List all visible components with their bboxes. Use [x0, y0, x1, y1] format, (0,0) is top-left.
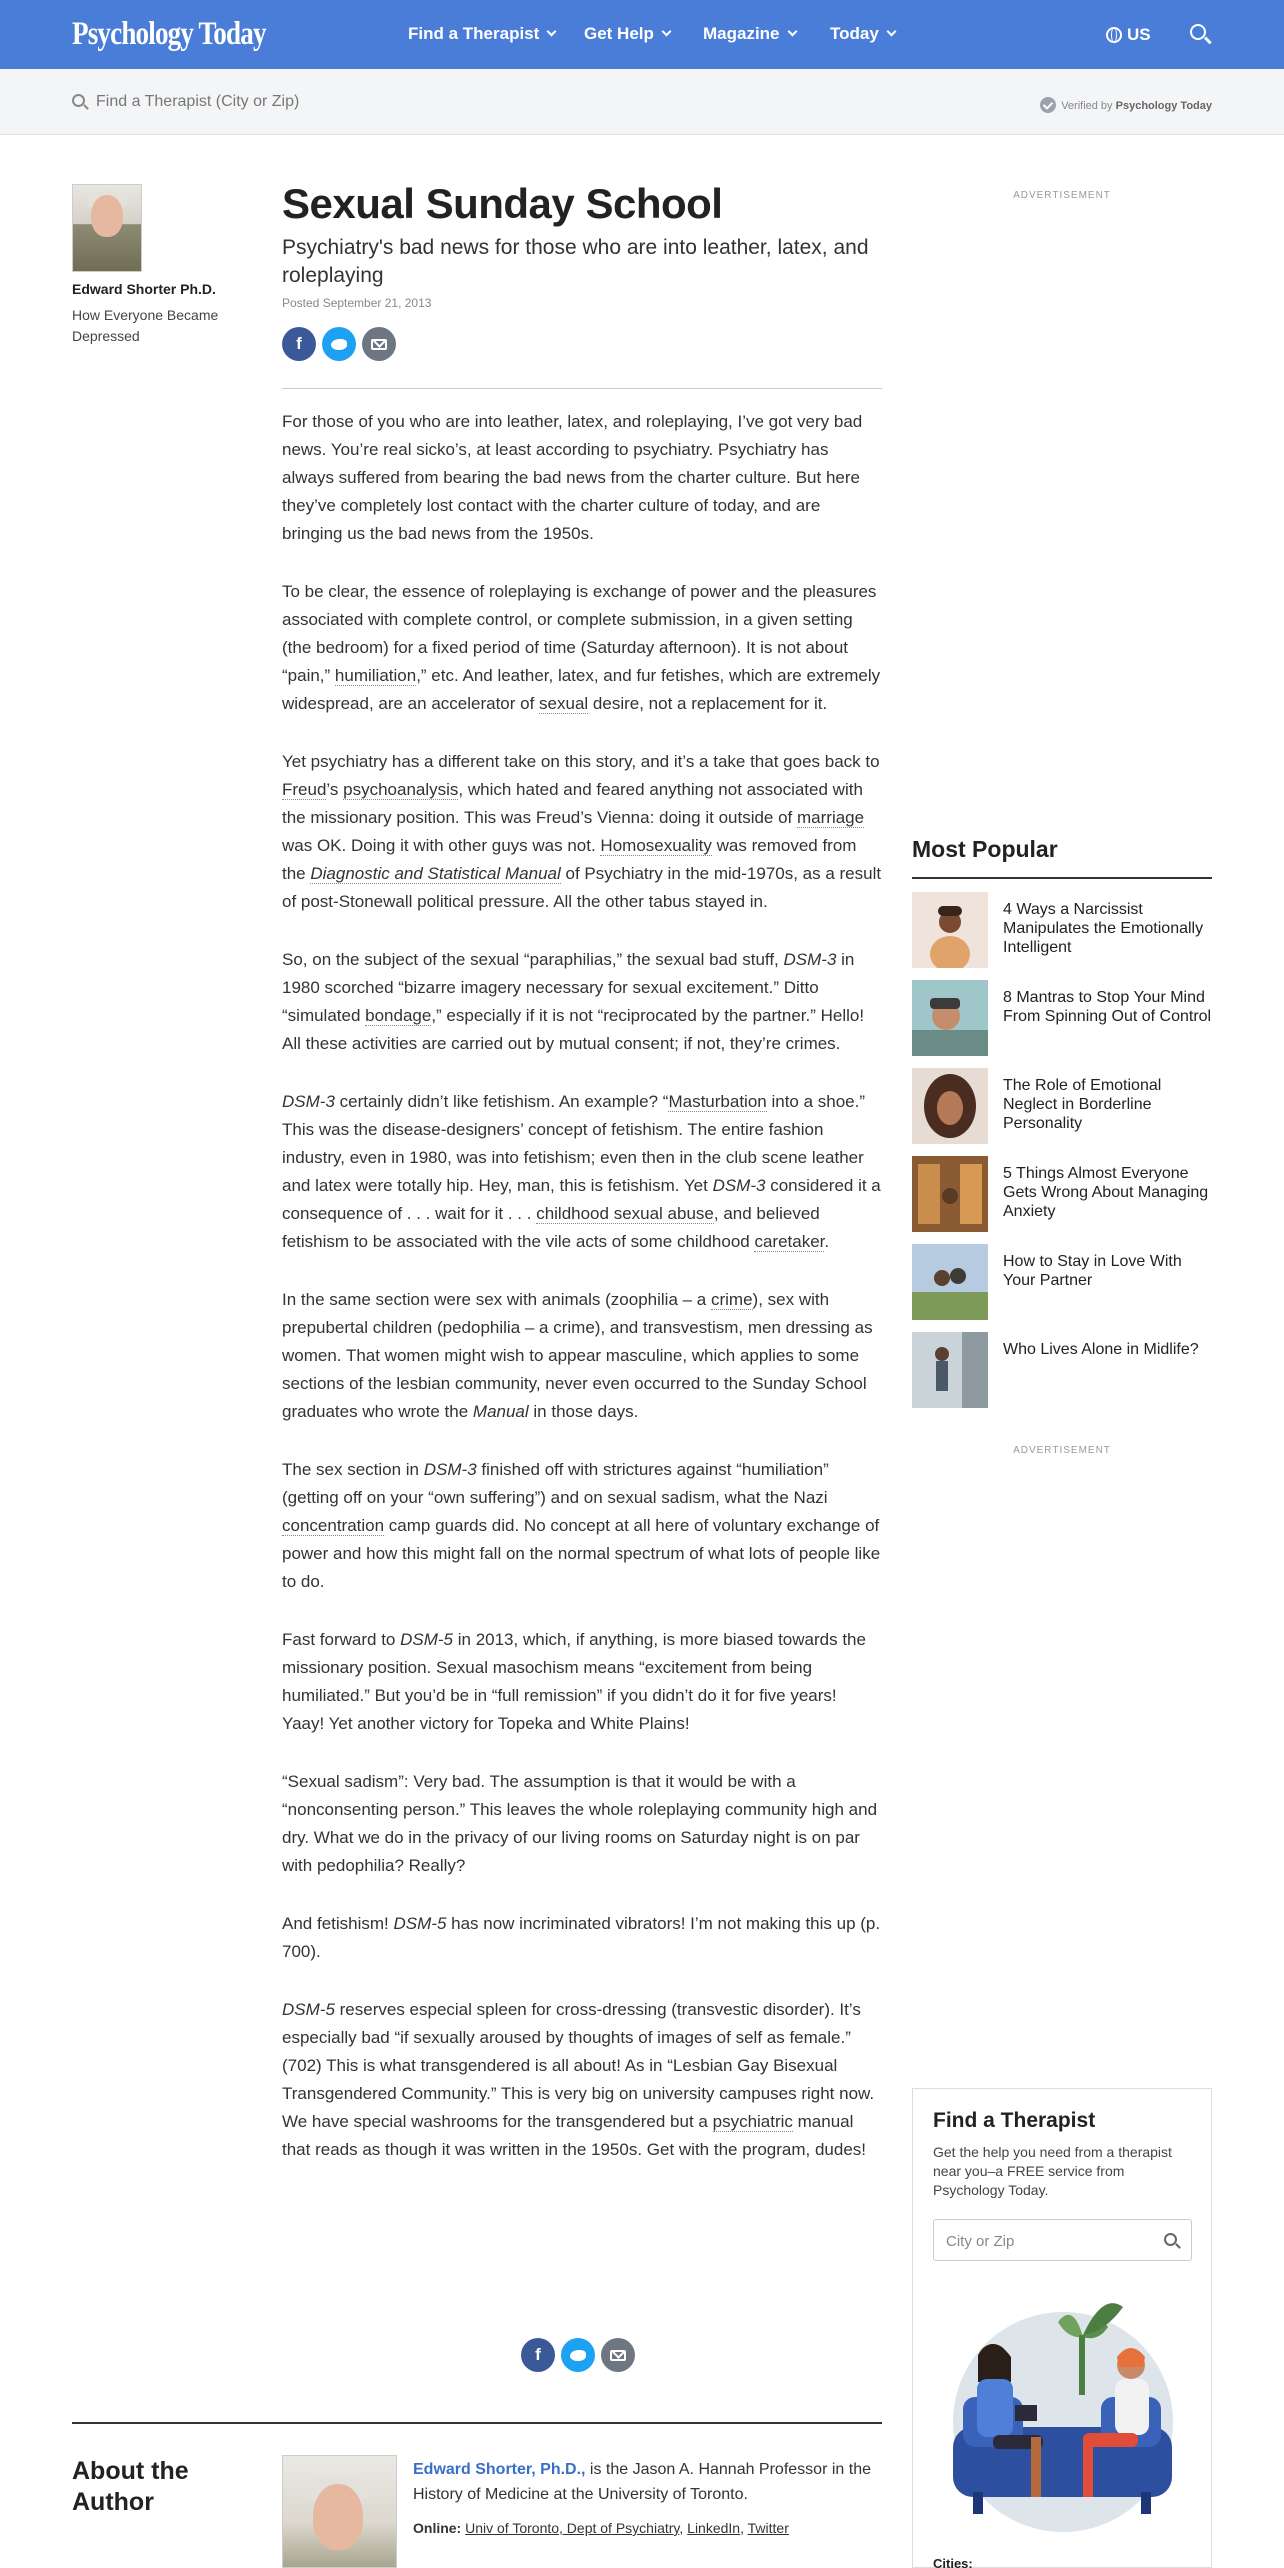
- search-icon[interactable]: [1164, 2233, 1177, 2246]
- author-face: [91, 195, 123, 237]
- author-bio: [413, 2457, 883, 2507]
- author-bio-name[interactable]: Edward Shorter, Ph.D.,: [413, 2461, 586, 2478]
- about-author-heading: About the Author: [72, 2457, 189, 2516]
- globe-icon: [1106, 27, 1122, 43]
- therapist-search-input[interactable]: [96, 88, 596, 116]
- most-popular-item[interactable]: [912, 1332, 1212, 1410]
- author-face: [313, 2484, 363, 2550]
- author-online-links: Online: Univ of Toronto, Dept of Psychiatry, LinkedIn, Twitter: [413, 2520, 789, 2536]
- most-popular-item[interactable]: [912, 892, 1212, 970]
- most-popular-item[interactable]: [912, 1244, 1212, 1322]
- link-humiliation[interactable]: humiliation: [334, 666, 417, 685]
- twitter-share-button-bottom[interactable]: [561, 2338, 595, 2372]
- search-icon[interactable]: [1190, 24, 1206, 40]
- site-logo[interactable]: Psychology Today: [72, 16, 266, 52]
- nav-magazine[interactable]: [703, 24, 796, 44]
- author-photo[interactable]: [72, 184, 142, 272]
- find-therapist-description: Get the help you need from a therapist near you–a FREE service from Psychology Today.: [933, 2144, 1172, 2198]
- link-psychoanalysis[interactable]: psychoanalysis: [343, 780, 459, 799]
- most-popular-title: 5 Things Almost Everyone Gets Wrong About Managing Anxiety: [1003, 1165, 1209, 1220]
- paragraph: “Sexual sadism”: Very bad. The assumption is that it would be with a “nonconsenting person.” This leaves the whole roleplaying community high and dry. What we do in the privacy of our living rooms on Saturday night is on par with pedophilia? Really?: [282, 1772, 878, 1875]
- most-popular-title: The Role of Emotional Neglect in Borderline Personality: [1003, 1077, 1162, 1132]
- link-psychiatric[interactable]: psychiatric: [712, 2112, 793, 2131]
- search-icon: [72, 94, 85, 107]
- link-homosexuality[interactable]: Homosexuality: [600, 836, 712, 855]
- paragraph: And fetishism! DSM-5 has now incriminated vibrators! I’m not making this up (p. 700).: [282, 1914, 881, 1961]
- article-thumbnail: [912, 1244, 988, 1320]
- link-crime[interactable]: crime: [710, 1290, 753, 1309]
- advertisement-label: ADVERTISEMENT: [1013, 190, 1111, 201]
- article-title: Sexual Sunday School: [282, 180, 723, 227]
- link-concentration[interactable]: concentration: [282, 1516, 385, 1535]
- city-zip-input[interactable]: [946, 2230, 1146, 2252]
- therapy-illustration: [933, 2287, 1192, 2537]
- check-circle-icon: [1040, 97, 1056, 113]
- paragraph: To be clear, the essence of roleplaying is exchange of power and the pleasures associated with complete control, or complete submission, in a given setting (the bedroom) for a fixed period of time (Saturday afternoon). It is not about “pain,” humiliation,” etc. And leather, latex, and fur fetishes, which are extremely widespread, are an accelerator of sexual desire, not a replacement for it.: [282, 582, 881, 713]
- link-linkedin[interactable]: LinkedIn: [687, 2520, 741, 2536]
- article-thumbnail: [912, 892, 988, 968]
- find-therapist-search: [933, 2219, 1192, 2261]
- article-thumbnail: [912, 1068, 988, 1144]
- find-therapist-widget: [912, 2088, 1212, 2568]
- paragraph: Yet psychiatry has a different take on this story, and it’s a take that goes back to Freud’s psychoanalysis, which hated and feared anything not associated with the missionary position. This was Freud’s Vienna: doing it outside of marriage was OK. Doing it with other guys was not. Homosexuality was removed from the Diagnostic and Statistical Manual of Psychiatry in the mid-1970s, as a result of post-Stonewall political pressure. All the other tabus stayed in.: [282, 752, 882, 911]
- link-freud[interactable]: Freud: [282, 780, 327, 799]
- chevron-down-icon: [661, 27, 671, 37]
- most-popular-heading: Most Popular: [912, 836, 1058, 862]
- paragraph: DSM-3 certainly didn’t like fetishism. An example? “Masturbation into a shoe.” This was the disease-designers’ concept of fetishism. The entire fashion industry, even in 1980, was into fetishism; even then in the club scene leather and latex were totally hip. Hey, man, this is fetishism. Yet DSM-3 considered it a consequence of . . . wait for it . . . childhood sexual abuse, and believed fetishism to be associated with the vile acts of some childhood caretaker.: [282, 1092, 881, 1251]
- link-bondage[interactable]: bondage: [365, 1006, 432, 1025]
- cities-label: Cities:: [933, 2556, 973, 2568]
- email-share-button-bottom[interactable]: [601, 2338, 635, 2372]
- author-photo-large[interactable]: [282, 2455, 397, 2568]
- blog-name[interactable]: How Everyone Became Depressed: [72, 307, 219, 344]
- verified-brand: Psychology Today: [1115, 100, 1212, 112]
- twitter-icon: [331, 339, 347, 350]
- facebook-share-button-bottom[interactable]: [521, 2338, 555, 2372]
- most-popular-title: Who Lives Alone in Midlife?: [1003, 1341, 1199, 1358]
- twitter-icon: [570, 2350, 586, 2361]
- nav-label: Today: [830, 24, 879, 43]
- find-therapist-heading: Find a Therapist: [933, 2109, 1096, 2132]
- most-popular-item[interactable]: [912, 980, 1212, 1058]
- nav-label: Get Help: [584, 24, 654, 43]
- nav-today[interactable]: [830, 24, 895, 44]
- chevron-down-icon: [547, 27, 557, 37]
- article-thumbnail: [912, 980, 988, 1056]
- therapist-search-bar: [0, 69, 1284, 135]
- paragraph: For those of you who are into leather, latex, and roleplaying, I’ve got very bad news. You’re real sicko’s, at least according to psychiatry. Psychiatry has always suffered from bearing the bad news from the charter culture. But here they’ve completely lost contact with the charter culture of today, and are bringing us the bad news from the 1950s.: [282, 412, 863, 543]
- nav-label: Magazine: [703, 24, 780, 43]
- most-popular-item[interactable]: [912, 1068, 1212, 1146]
- verified-prefix: Verified by: [1061, 100, 1113, 112]
- online-label: Online:: [413, 2520, 462, 2536]
- link-marriage[interactable]: marriage: [797, 808, 865, 827]
- nav-find-therapist[interactable]: [408, 24, 555, 44]
- link-dsm[interactable]: Diagnostic and Statistical Manual: [310, 864, 561, 883]
- region-selector[interactable]: [1106, 24, 1151, 45]
- most-popular-title: 8 Mantras to Stop Your Mind From Spinning Out of Control: [1003, 989, 1212, 1025]
- email-icon: [610, 2350, 626, 2361]
- chevron-down-icon: [886, 27, 896, 37]
- most-popular-item[interactable]: [912, 1156, 1212, 1234]
- nav-label: Find a Therapist: [408, 24, 540, 43]
- facebook-icon: f: [535, 2345, 541, 2364]
- twitter-share-button[interactable]: [322, 327, 356, 361]
- article-subtitle: Psychiatry's bad news for those who are into leather, latex, and roleplaying: [282, 236, 869, 287]
- advertisement-label: ADVERTISEMENT: [1013, 1445, 1111, 1456]
- most-popular-title: 4 Ways a Narcissist Manipulates the Emotionally Intelligent: [1003, 901, 1204, 956]
- link-sexual[interactable]: sexual: [539, 694, 589, 713]
- paragraph: So, on the subject of the sexual “paraphilias,” the sexual bad stuff, DSM-3 in 1980 scorched “bizarre imagery necessary for sexual excitement.” Ditto “simulated bondage,” especially if it is not “reciprocated by the partner.” Hello! All these activities are carried out by mutual consent; if not, they’re crimes.: [282, 950, 865, 1053]
- divider: [282, 388, 882, 389]
- divider: [912, 877, 1212, 879]
- article-thumbnail: [912, 1332, 988, 1408]
- link-twitter[interactable]: Twitter: [747, 2520, 789, 2536]
- paragraph: In the same section were sex with animals (zoophilia – a crime), sex with prepubertal children (pedophilia – a crime), and transvestism, men dressing as women. That women might wish to appear masculine, which applies to some sections of the lesbian community, never even occurred to the Sunday School graduates who wrote the Manual in those days.: [282, 1290, 873, 1421]
- top-nav: [0, 0, 1284, 69]
- author-name[interactable]: Edward Shorter Ph.D.: [72, 281, 216, 297]
- link-childhood-sexual-abuse[interactable]: childhood sexual abuse: [536, 1204, 714, 1223]
- link-masturbation[interactable]: Masturbation: [668, 1092, 767, 1111]
- paragraph: The sex section in DSM-3 finished off with strictures against “humiliation” (getting off on your “own suffering”) and on sexual sadism, what the Nazi concentration camp guards did. No concept at all here of voluntary exchange of power and how this might fall on the normal spectrum of what lots of people like to do.: [282, 1460, 881, 1591]
- email-icon: [371, 339, 387, 350]
- chevron-down-icon: [787, 27, 797, 37]
- posted-date: Posted September 21, 2013: [282, 296, 432, 310]
- link-univ-toronto[interactable]: Univ of Toronto, Dept of Psychiatry: [465, 2520, 680, 2536]
- paragraph: DSM-5 reserves especial spleen for cross-dressing (transvestic disorder). It’s especially bad “if sexually aroused by thoughts of images of self as female.” (702) This is what transgendered is all about! As in “Lesbian Gay Bisexual Transgendered Community.” This is very big on university campuses right now. We have special washrooms for the transgendered but a psychiatric manual that reads as though it was written in the 1950s. Get with the program, dudes!: [282, 2000, 875, 2159]
- email-share-button[interactable]: [362, 327, 396, 361]
- paragraph: Fast forward to DSM-5 in 2013, which, if anything, is more biased towards the missionary position. Sexual masochism means “excitement from being humiliated.” But you’d be in “full remission” if you didn’t do it for five years! Yaay! Yet another victory for Topeka and White Plains!: [282, 1630, 866, 1733]
- verified-badge: [1040, 93, 1212, 112]
- nav-get-help[interactable]: [584, 24, 670, 44]
- region-label: US: [1127, 25, 1151, 44]
- facebook-icon: f: [296, 334, 302, 353]
- author-bio-text: is the Jason A. Hannah Professor in the History of Medicine at the University of Toronto.: [413, 2461, 871, 2503]
- link-caretaker[interactable]: caretaker: [754, 1232, 825, 1251]
- article-thumbnail: [912, 1156, 988, 1232]
- article-body: [282, 408, 882, 2194]
- most-popular-title: How to Stay in Love With Your Partner: [1003, 1253, 1182, 1289]
- divider: [72, 2422, 882, 2424]
- facebook-share-button[interactable]: [282, 327, 316, 361]
